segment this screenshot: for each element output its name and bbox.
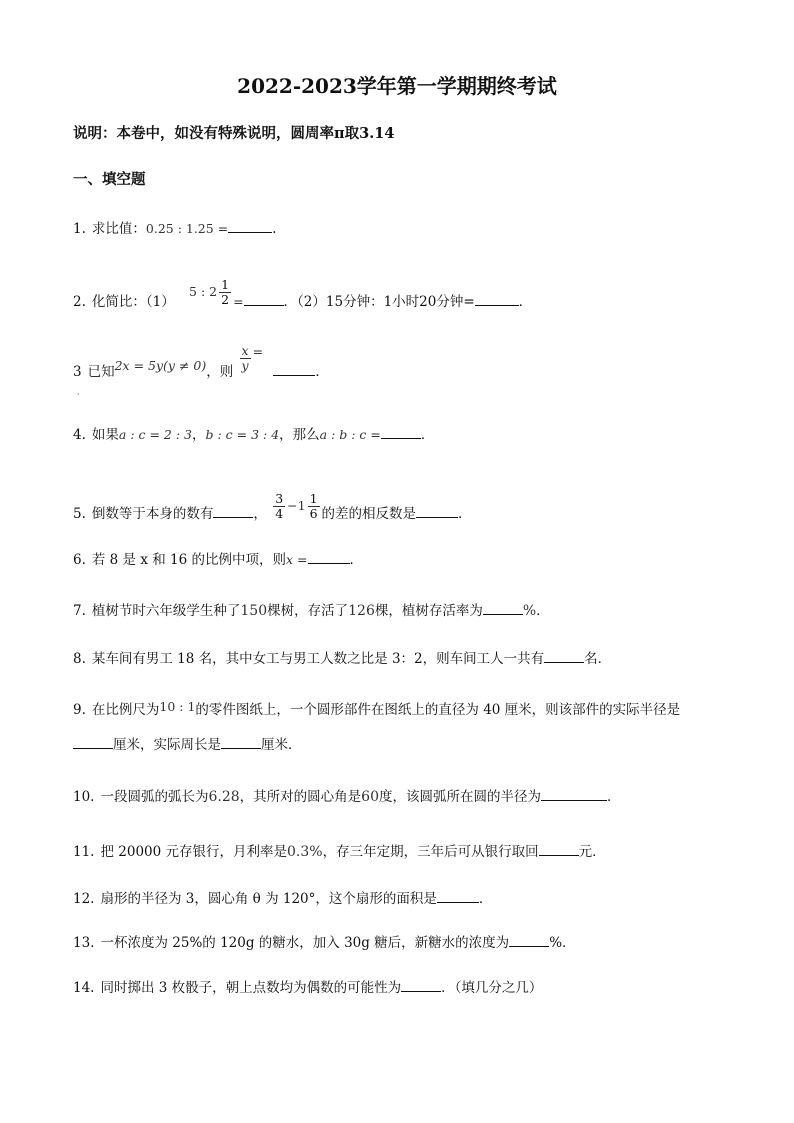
- question-14: 14. 同时掷出 3 枚骰子，朝上点数均为偶数的可能性为 ．（填几分之几）: [73, 977, 542, 998]
- math-expression: a : b : c =: [319, 427, 381, 442]
- answer-blank[interactable]: [416, 503, 458, 518]
- question-text: 一段圆弧的弧长为: [100, 789, 209, 805]
- math-expression: 126: [348, 603, 375, 619]
- question-number: 8.: [73, 651, 86, 667]
- math-expression: b : c = 3 : 4: [205, 427, 280, 442]
- answer-blank[interactable]: [228, 218, 272, 233]
- question-12: 12. 扇形的半径为 3，圆心角 θ 为 120°，这个扇形的面积是 ．: [73, 888, 492, 909]
- answer-blank[interactable]: [73, 734, 113, 749]
- math-expression: a : c = 2 : 3: [118, 427, 192, 442]
- answer-blank[interactable]: [213, 503, 253, 518]
- question-text: 若 8 是 x 和 16 的比例中项，则: [91, 552, 287, 568]
- question-9-line-2: 厘米，实际周长是 厘米．: [73, 734, 302, 755]
- question-text: 扇形的半径为 3，圆心角 θ 为 120°，这个扇形的面积是: [100, 891, 437, 907]
- question-9: 9. 在比例尺为10 : 1的零件图纸上，一个圆形部件在图纸上的直径为 40 厘米，则该部件的实际半径是: [73, 699, 681, 718]
- question-number: 14.: [73, 980, 95, 996]
- math-expression: 5 : 2: [189, 283, 218, 299]
- math-expression: 6.28: [208, 789, 240, 805]
- question-7: 7. 植树节时六年级学生种了150棵树，存活了126棵，植树存活率为 %．: [73, 600, 550, 621]
- question-number: 9.: [73, 702, 86, 718]
- question-text: 植树节时六年级学生种了: [91, 603, 241, 619]
- question-text: 某车间有男工 18 名，其中女工与男工人数之比是 3：2，则车间工人一共有: [91, 651, 545, 667]
- question-8: 8. 某车间有男工 18 名，其中女工与男工人数之比是 3：2，则车间工人一共有 名．: [73, 648, 611, 669]
- question-4: 4. 如果a : c = 2 : 3，b : c = 3 : 4，那么a : b : c = ．: [73, 424, 434, 445]
- math-expression: 60: [361, 789, 379, 805]
- question-number: 7.: [73, 603, 86, 619]
- question-number: 3: [73, 363, 82, 380]
- question-1: 1. 求比值：0.25 : 1.25 = .: [73, 218, 276, 239]
- question-13: 13. 一杯浓度为 25%的 120g 的糖水，加入 30g 糖后，新糖水的浓度为 %．: [73, 932, 576, 953]
- question-text: 把 20000 元存银行，月利率是: [100, 844, 288, 860]
- math-expression: 0.25 : 1.25 =: [145, 221, 229, 236]
- stray-dot: ·: [77, 390, 80, 399]
- fraction: $\frac{1}{2}$: [221, 277, 230, 307]
- answer-blank[interactable]: [308, 549, 350, 564]
- math-expression: 0.3%: [287, 844, 323, 860]
- question-6: 6. 若 8 是 x 和 16 的比例中项，则x = ．: [73, 549, 363, 570]
- math-expression: 10 : 1: [159, 699, 196, 714]
- question-text: 在比例尺为: [91, 702, 160, 718]
- answer-blank[interactable]: [401, 977, 441, 992]
- section-heading-fill-in: 一、填空题: [73, 171, 146, 188]
- fraction: $\frac{3}{4}$: [275, 491, 284, 521]
- question-text: 化简比：（1）: [91, 293, 175, 310]
- answer-blank[interactable]: [221, 734, 261, 749]
- answer-blank[interactable]: [539, 841, 579, 856]
- math-expression: x =: [286, 552, 308, 567]
- answer-blank[interactable]: [475, 291, 519, 306]
- math-expression: 150: [240, 603, 268, 619]
- math-expression: 2x = 5y(y ≠ 0): [114, 357, 207, 373]
- question-number: 12.: [73, 891, 95, 907]
- question-text: 倒数等于本身的数有: [91, 505, 214, 522]
- question-number: 2.: [73, 293, 86, 310]
- question-number: 6.: [73, 552, 86, 568]
- question-number: 11.: [73, 844, 95, 860]
- answer-blank[interactable]: [273, 361, 315, 376]
- answer-blank[interactable]: [381, 424, 421, 439]
- answer-blank[interactable]: [509, 932, 549, 947]
- question-text: 已知: [87, 363, 115, 380]
- answer-blank[interactable]: [544, 648, 584, 663]
- exam-note: 说明：本卷中，如没有特殊说明，圆周率π取3.14: [73, 125, 395, 142]
- question-number: 13.: [73, 935, 95, 951]
- question-number: 10.: [73, 789, 95, 805]
- question-text: 同时掷出 3 枚骰子，朝上点数均为偶数的可能性为: [100, 980, 402, 996]
- question-text: 一杯浓度为 25%的 120g 的糖水，加入 30g 糖后，新糖水的浓度为: [100, 935, 510, 951]
- fraction: $\frac{1}{6}$: [309, 491, 318, 521]
- question-10: 10. 一段圆弧的弧长为6.28，其所对的圆心角是60度，该圆弧所在圆的半径为 ．: [73, 786, 620, 807]
- question-number: 4.: [73, 427, 86, 443]
- answer-blank[interactable]: [541, 786, 607, 801]
- exam-title: 2022-2023学年第一学期期终考试: [237, 74, 557, 98]
- question-2: 2. 化简比：（1） 5 : 2 $\frac{1}{2}$ = ．（2）15分钟：1小时20分钟= ．: [73, 277, 533, 310]
- question-number: 1.: [73, 221, 86, 237]
- fraction: $\frac{x}{y}$: [241, 343, 249, 373]
- answer-blank[interactable]: [437, 888, 479, 903]
- question-11: 11. 把 20000 元存银行，月利率是0.3%，存三年定期，三年后可从银行取回 元．: [73, 841, 606, 862]
- answer-blank[interactable]: [483, 600, 523, 615]
- question-text: 如果: [91, 427, 119, 443]
- question-3: 3 已知2x = 5y(y ≠ 0)，则 $\frac{x}{y}$ = ．: [73, 343, 329, 380]
- question-text: 求比值：: [91, 221, 146, 237]
- question-5: 5. 倒数等于本身的数有 ， $\frac{3}{4}$ −1 $\frac{1}{6}$ 的差的相反数是 ．: [73, 491, 472, 522]
- answer-blank[interactable]: [244, 291, 284, 306]
- question-number: 5.: [73, 505, 86, 522]
